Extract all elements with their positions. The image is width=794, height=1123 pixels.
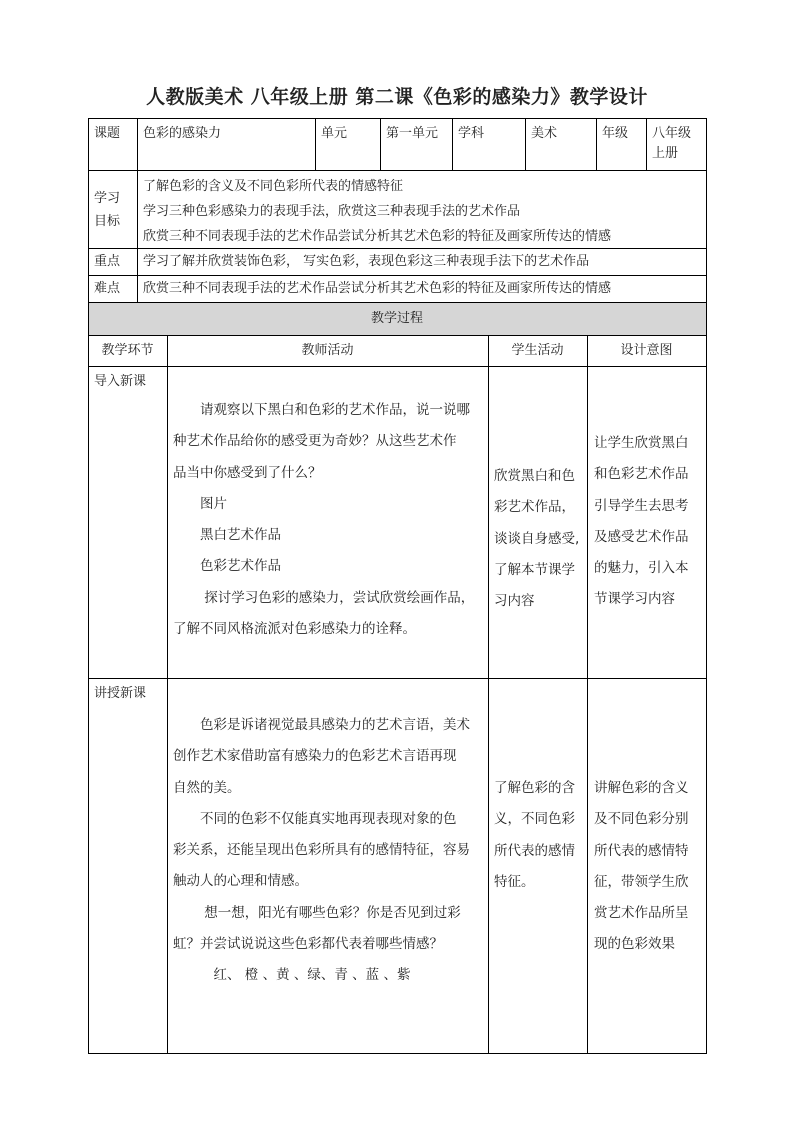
table-border <box>88 366 707 367</box>
label-topic: 课题 <box>94 126 121 141</box>
text-line: 了解本节课学 <box>494 561 575 578</box>
table-border <box>167 335 168 1054</box>
text-line: 触动人的心理和情感。 <box>173 873 308 890</box>
table-border <box>315 118 316 171</box>
label-goals <box>94 187 120 233</box>
table-border <box>88 335 707 336</box>
table-border <box>88 170 707 171</box>
label-unit: 单元 <box>321 126 348 141</box>
text-line: 节课学习内容 <box>594 591 675 608</box>
col-teacher: 教师活动 <box>301 343 354 358</box>
difficulty-text: 欣赏三种不同表现手法的艺术作品尝试分析其艺术色彩的特征及画家所传达的情感 <box>143 281 612 296</box>
col-student: 学生活动 <box>511 343 564 358</box>
table-border <box>88 302 707 303</box>
text-line: 黑白艺术作品 <box>173 527 281 544</box>
text-line: 欣赏黑白和色 <box>494 468 575 484</box>
table-border <box>706 118 707 1054</box>
text-line: 了解不同风格流派对色彩感染力的诠释。 <box>173 621 416 638</box>
text-line: 及感受艺术作品 <box>594 528 689 545</box>
table-border <box>88 118 707 119</box>
col-intent: 设计意图 <box>620 343 673 358</box>
text-line: 彩艺术作品， <box>494 499 575 516</box>
label-goals-line: 学习 <box>94 191 121 206</box>
table-border <box>596 118 597 171</box>
student-activity-intro <box>494 461 579 617</box>
text-line: 请观察以下黑白和色彩的艺术作品，说一说哪 <box>173 402 470 418</box>
key-text: 学习了解并欣赏装饰色彩， 写实色彩，表现色彩这三种表现手法下的艺术作品 <box>143 254 590 269</box>
table-border <box>88 275 707 276</box>
table-border <box>587 335 588 1054</box>
text-line: 特征。 <box>494 873 535 890</box>
text-line: 谈谈自身感受, <box>494 530 580 547</box>
student-activity-lecture <box>494 773 575 898</box>
unit-value: 第一单元 <box>386 126 439 141</box>
grade-value-line: 上册 <box>652 146 679 161</box>
text-line: 创作艺术家借助富有感染力的色彩艺术言语再现 <box>173 748 457 765</box>
text-line: 习内容 <box>494 593 535 610</box>
label-subject: 学科 <box>458 126 485 141</box>
text-line: 所代表的感情 <box>494 842 575 859</box>
grade-value-line: 八年级 <box>652 126 692 141</box>
process-header: 教学过程 <box>370 311 423 326</box>
goal-item: 欣赏三种不同表现手法的艺术作品尝试分析其艺术色彩的特征及画家所传达的情感 <box>143 229 612 244</box>
text-line: 所代表的感情特 <box>594 842 689 859</box>
text-line: 品当中你感受到了什么？ <box>173 464 322 481</box>
text-line: 义，不同色彩 <box>494 811 575 828</box>
stage-intro: 导入新课 <box>94 374 147 389</box>
stage-lecture: 讲授新课 <box>94 686 147 701</box>
text-line: 现的色彩效果 <box>594 936 675 953</box>
goal-item: 学习三种色彩感染力的表现手法，欣赏这三种表现手法的艺术作品 <box>143 204 521 219</box>
table-border <box>525 118 526 171</box>
text-line: 想一想，阳光有哪些色彩？你是否见到过彩 <box>173 904 461 921</box>
goal-item: 了解色彩的含义及不同色彩所代表的情感特征 <box>143 179 404 194</box>
col-stage: 教学环节 <box>101 343 154 358</box>
text-line: 让学生欣赏黑白 <box>594 435 689 451</box>
label-grade: 年级 <box>602 126 629 141</box>
text-line: 自然的美。 <box>173 779 241 796</box>
label-key: 重点 <box>94 254 121 269</box>
table-border <box>137 170 138 303</box>
page-title: 人教版美术 八年级上册 第二课《色彩的感染力》教学设计 <box>146 86 648 108</box>
topic-value: 色彩的感染力 <box>143 126 222 141</box>
text-line: 征，带领学生欣 <box>594 873 689 890</box>
table-border <box>380 118 381 171</box>
table-border <box>88 678 707 679</box>
label-goals-line: 目标 <box>94 214 121 229</box>
text-line: 不同的色彩不仅能真实地再现表现对象的色 <box>173 810 457 827</box>
table-border <box>646 118 647 171</box>
goals-list <box>143 174 611 249</box>
table-border <box>137 118 138 171</box>
label-difficulty: 难点 <box>94 281 121 296</box>
text-line: 色彩是诉诸视觉最具感染力的艺术言语，美术 <box>173 717 470 733</box>
text-line: 红、 橙 、黄 、绿、青 、蓝 、紫 <box>173 967 411 984</box>
grade-value <box>652 124 691 164</box>
text-line: 探讨学习色彩的感染力，尝试欣赏绘画作品， <box>173 589 475 606</box>
table-border <box>452 118 453 171</box>
table-border <box>88 1053 707 1054</box>
text-line: 虹？并尝试说说这些色彩都代表着哪些情感？ <box>173 936 443 953</box>
text-line: 引导学生去思考 <box>594 497 689 514</box>
text-line: 图片 <box>173 495 227 512</box>
text-line: 及不同色彩分别 <box>594 811 689 828</box>
text-line: 彩关系，还能呈现出色彩所具有的感情特征，容易 <box>173 842 470 859</box>
table-border <box>88 118 89 1054</box>
table-border <box>488 335 489 1054</box>
design-intent-lecture <box>594 773 689 961</box>
text-line: 色彩艺术作品 <box>173 558 281 575</box>
teacher-activity-intro <box>173 395 485 645</box>
subject-value: 美术 <box>531 126 558 141</box>
text-line: 了解色彩的含 <box>494 780 575 796</box>
text-line: 和色彩艺术作品 <box>594 466 689 483</box>
text-line: 讲解色彩的含义 <box>594 780 689 796</box>
text-line: 赏艺术作品所呈 <box>594 905 689 922</box>
text-line: 种艺术作品给你的感受更为奇妙？从这些艺术作 <box>173 433 457 450</box>
text-line: 的魅力，引入本 <box>594 560 689 577</box>
teacher-activity-lecture <box>173 710 485 992</box>
design-intent-intro <box>594 428 689 616</box>
